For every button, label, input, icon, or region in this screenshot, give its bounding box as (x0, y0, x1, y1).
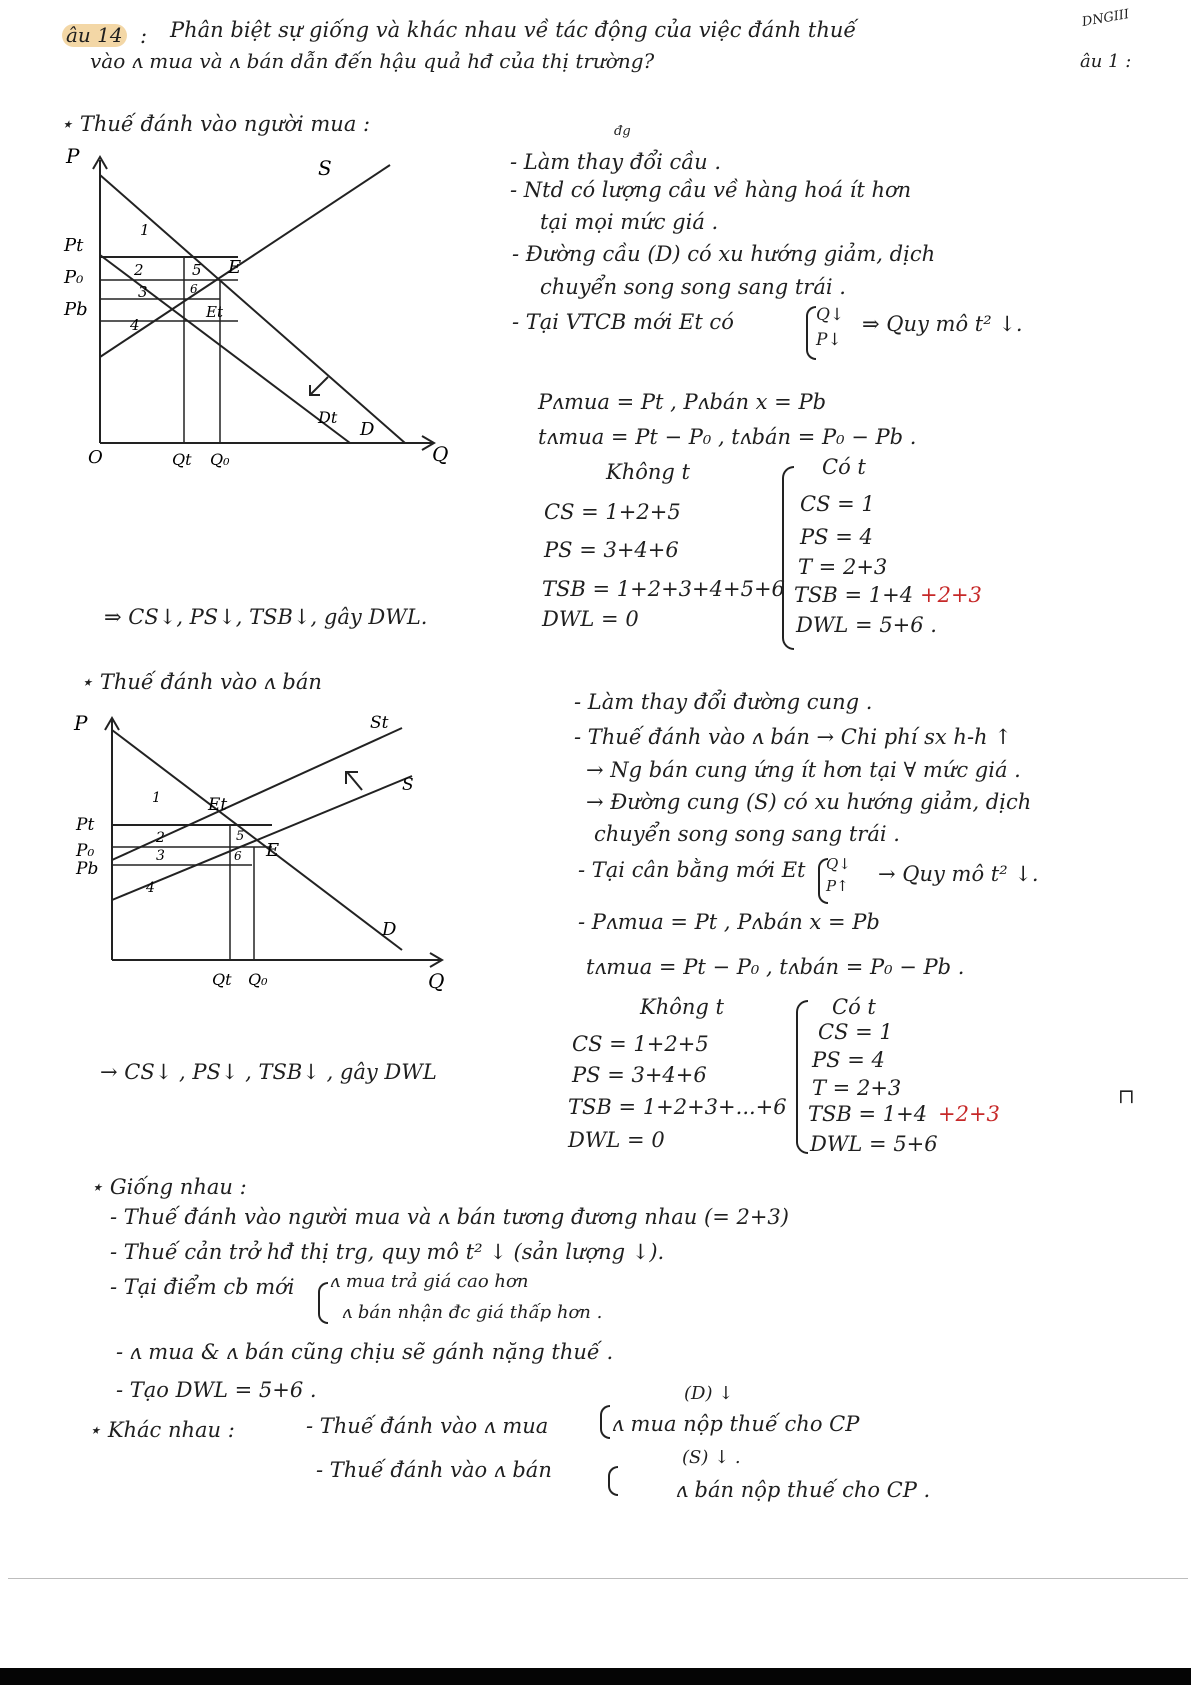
seller-no-tax-dwl: DWL = 0 (568, 1128, 665, 1152)
buyer-tax-line: tʌmua = Pt − P₀ , tʌbán = P₀ − Pb . (538, 425, 917, 449)
question-title-line1: Phân biệt sự giống và khác nhau về tác động của việc đánh thuế (170, 18, 857, 42)
different-row2-item-2: ʌ bán nộp thuế cho CP . (676, 1478, 931, 1502)
similar-line-1: - Thuế đánh vào người mua và ʌ bán tương đương nhau (= 2+3) (110, 1205, 789, 1229)
p-axis-label: P (74, 711, 88, 735)
seller-note-2: - Thuế đánh vào ʌ bán → Chi phí sx h-h ↑ (574, 725, 1012, 749)
question-number: âu 14 (62, 24, 127, 47)
seller-eq-p: P↑ (826, 877, 849, 895)
area-6: 6 (234, 849, 242, 863)
supply-label: S (402, 775, 414, 795)
seller-note-5: chuyển song song sang trái . (594, 822, 900, 846)
buyer-no-tax-tsb: TSB = 1+2+3+4+5+6 (542, 577, 785, 601)
supply-t-label: St (370, 713, 389, 733)
buyer-tax-tsb: TSB = 1+4 (794, 583, 914, 607)
seller-no-tax-ps: PS = 3+4+6 (572, 1063, 707, 1087)
origin-label: O (88, 447, 103, 468)
seller-eq-result: → Quy mô t² ↓. (878, 862, 1039, 886)
buyer-eq-result: ⇒ Quy mô t² ↓. (862, 312, 1023, 336)
seller-graph (72, 710, 472, 1000)
buyer-price-line: Pʌmua = Pt , Pʌbán x = Pb (538, 390, 827, 414)
area-4: 4 (130, 316, 140, 334)
seller-eq-q: Q↓ (826, 855, 851, 873)
seller-equilibrium: - Tại cân bằng mới Et (578, 858, 806, 882)
seller-no-tax-head: Không t (640, 995, 724, 1019)
similar-point-brace (318, 1282, 328, 1324)
different-row2-item-1: (S) ↓ . (682, 1447, 741, 1468)
seller-tax-dwl: DWL = 5+6 (810, 1132, 938, 1156)
area-2: 2 (134, 261, 144, 279)
area-4: 4 (146, 880, 155, 896)
area-6: 6 (190, 282, 198, 296)
different-row1-item-1: (D) ↓ (684, 1383, 734, 1404)
p-axis-label: P (66, 145, 80, 168)
buyer-tax-t: T = 2+3 (798, 555, 888, 579)
similar-line-5: - Tạo DWL = 5+6 . (116, 1378, 317, 1402)
demand-t-label: Dt (318, 408, 338, 427)
seller-note-3: → Ng bán cung ứng ít hơn tại ∀ mức giá . (586, 758, 1021, 782)
similar-line-4: - ʌ mua & ʌ bán cũng chịu sẽ gánh nặng thuế . (116, 1340, 614, 1364)
different-row1-item-2: ʌ mua nộp thuế cho CP (612, 1412, 860, 1436)
seller-tax-tsb: TSB = 1+4 (808, 1102, 928, 1126)
seller-conclusion: → CS↓ , PS↓ , TSB↓ , gây DWL (100, 1060, 437, 1084)
buyer-no-tax-cs: CS = 1+2+5 (544, 500, 681, 524)
demand-label: D (360, 419, 375, 440)
pt-label: Pt (76, 815, 95, 835)
seller-no-tax-tsb: TSB = 1+2+3+...+6 (568, 1095, 787, 1119)
question-title-line2: vào ʌ mua và ʌ bán dẫn đến hậu quả hđ của thị trường? (90, 49, 655, 73)
buyer-note-2: - Ntd có lượng cầu về hàng hoá ít hơn (510, 178, 912, 202)
buyer-tax-cs: CS = 1 (800, 492, 875, 516)
seller-heading: ⋆ Thuế đánh vào ʌ bán (80, 670, 322, 694)
q-axis-label: Q (428, 969, 445, 993)
area-3: 3 (156, 848, 165, 864)
pb-label: Pb (64, 299, 88, 320)
similar-line-2: - Thuế cản trở hđ thị trg, quy mô t² ↓ (sản lượng ↓). (110, 1240, 665, 1264)
area-1: 1 (152, 790, 161, 806)
different-heading: ⋆ Khác nhau : (88, 1418, 235, 1442)
seller-tax-cs: CS = 1 (818, 1020, 893, 1044)
area-1: 1 (140, 221, 150, 239)
area-5: 5 (192, 261, 202, 279)
e-label: E (228, 257, 242, 278)
similar-line-3: - Tại điểm cb mới (110, 1275, 295, 1299)
buyer-no-tax-ps: PS = 3+4+6 (544, 538, 679, 562)
seller-tax-ps: PS = 4 (812, 1048, 885, 1072)
scan-bottom-edge (0, 1668, 1191, 1685)
buyer-tax-dwl: DWL = 5+6 . (796, 613, 937, 637)
demand-label: D (382, 919, 397, 940)
buyer-tax-ps: PS = 4 (800, 525, 873, 549)
buyer-note-3: tại mọi mức giá . (540, 210, 719, 234)
seller-note-1: - Làm thay đổi đường cung . (574, 690, 873, 714)
different-row-1: - Thuế đánh vào ʌ mua (306, 1414, 549, 1438)
seller-note-4: → Đường cung (S) có xu hướng giảm, dịch (586, 790, 1032, 814)
q-axis-label: Q (432, 442, 449, 466)
buyer-note-4: - Đường cầu (D) có xu hướng giảm, dịch (512, 242, 936, 266)
similar-sub-1: ʌ mua trả giá cao hơn (330, 1271, 529, 1292)
qt-label: Qt (172, 450, 192, 469)
seller-no-tax-cs: CS = 1+2+5 (572, 1032, 709, 1056)
seller-tax-tsb-red: +2+3 (938, 1102, 1000, 1126)
different-row1-brace (600, 1405, 610, 1439)
area-2: 2 (156, 830, 165, 846)
et-label: Et (208, 795, 228, 815)
buyer-graph (60, 145, 460, 470)
area-3: 3 (138, 283, 148, 301)
buyer-superscript: đg (614, 124, 631, 139)
q0-label: Q₀ (248, 970, 268, 989)
corner-number: âu 1 : (1080, 51, 1132, 72)
seller-tax-head: Có t (832, 995, 876, 1019)
buyer-no-tax-dwl: DWL = 0 (542, 607, 639, 631)
similar-heading: ⋆ Giống nhau : (90, 1175, 247, 1199)
p0-label: P₀ (76, 841, 95, 861)
buyer-eq-brace (806, 306, 816, 360)
page-bottom-rule (8, 1578, 1188, 1579)
buyer-equilibrium: - Tại VTCB mới Et có (512, 310, 734, 334)
supply-label: S (318, 156, 332, 180)
seller-tax-line: tʌmua = Pt − P₀ , tʌbán = P₀ − Pb . (586, 955, 965, 979)
different-row-2: - Thuế đánh vào ʌ bán (316, 1458, 552, 1482)
corner-label: DNGIII (1080, 6, 1131, 31)
q0-label: Q₀ (210, 450, 230, 469)
buyer-tax-head: Có t (822, 455, 866, 479)
buyer-no-tax-head: Không t (606, 460, 690, 484)
buyer-note-5: chuyển song song sang trái . (540, 275, 846, 299)
seller-tax-t: T = 2+3 (812, 1076, 902, 1100)
buyer-tax-tsb-red: +2+3 (920, 583, 982, 607)
margin-mark: ⊓ (1118, 1084, 1135, 1108)
area-5: 5 (236, 829, 245, 844)
buyer-eq-p: P↓ (816, 330, 842, 350)
buyer-note-1: - Làm thay đổi cầu . (510, 150, 722, 174)
question-separator: : (140, 24, 148, 48)
buyer-eq-q: Q↓ (816, 305, 845, 325)
pb-label: Pb (76, 859, 99, 879)
qt-label: Qt (212, 970, 232, 989)
similar-sub-2: ʌ bán nhận đc giá thấp hơn . (342, 1302, 603, 1323)
seller-with-tax-brace (796, 1000, 808, 1154)
buyer-with-tax-brace (782, 466, 794, 650)
p0-label: P₀ (64, 267, 84, 288)
e-label: E (266, 840, 280, 861)
pt-label: Pt (64, 235, 84, 256)
seller-price-line: - Pʌmua = Pt , Pʌbán x = Pb (578, 910, 880, 934)
et-label: Et (206, 303, 223, 321)
different-row2-brace (608, 1466, 618, 1496)
buyer-conclusion: ⇒ CS↓, PS↓, TSB↓, gây DWL. (104, 605, 428, 629)
buyer-heading: ⋆ Thuế đánh vào người mua : (60, 112, 371, 136)
